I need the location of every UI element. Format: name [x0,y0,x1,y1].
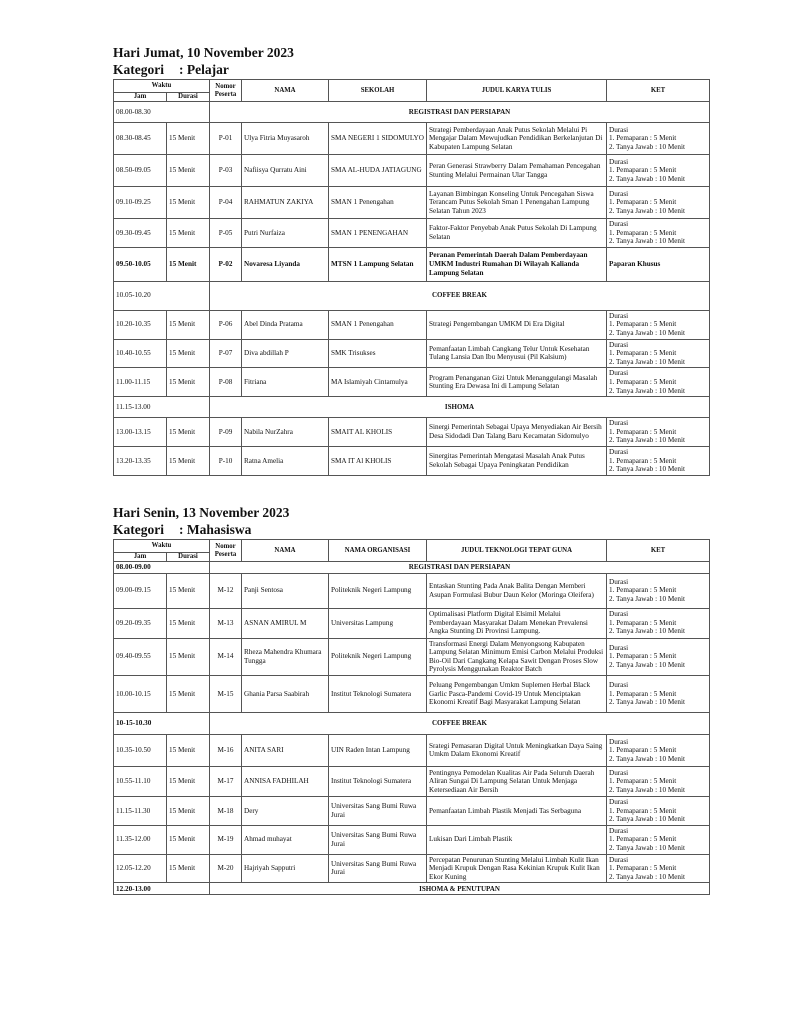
band-row [114,712,710,734]
note-cell [607,446,710,475]
schedule-table [113,79,710,476]
duration-cell: 15 Menit [167,796,210,825]
category-heading [113,521,709,538]
note-line: Durasi [609,189,629,198]
organization-name: SMA NEGERI 1 SIDOMULYO [329,123,427,155]
note-line: 2. Tanya Jawab : 10 Menit [609,142,686,151]
category-label: Kategori [113,522,164,537]
note-cell [607,123,710,155]
paper-title: Faktor-Faktor Penyebab Anak Putus Sekolah Di Lampung Selatan [427,219,607,248]
participant-number: M-17 [210,766,242,796]
paper-title: Pemanfaatan Limbah Plastik Menjadi Tas Serbaguna [427,796,607,825]
note-line: 1. Pemaparan : 5 Menit [609,864,677,873]
note-line: Durasi [609,768,629,777]
note-line: 2. Tanya Jawab : 10 Menit [609,436,686,445]
time-cell: 10.00-10.15 [114,675,167,712]
participant-number: M-13 [210,608,242,638]
note-line: 1. Pemaparan : 5 Menit [609,134,677,143]
note-line: 1. Pemaparan : 5 Menit [609,777,677,786]
header-nama: NAMA [242,540,329,562]
organization-name: SMAN 1 Penengahan [329,187,427,219]
band-label: REGISTRASI DAN PERSIAPAN [210,102,710,123]
duration-cell: 15 Menit [167,418,210,447]
organization-name: SMK Trisukses [329,339,427,368]
note-line: 2. Tanya Jawab : 10 Menit [609,357,686,366]
note-line: Durasi [609,737,629,746]
time-cell: 08.00-09.00 [114,562,210,574]
participant-number: M-12 [210,573,242,608]
note-line: Durasi [609,577,629,586]
paper-title: Program Penanganan Gizi Untuk Menanggulangi Masalah Stunting Era Dewasa Ini di Lampung Selatan [427,368,607,397]
participant-name: Novaresa Liyanda [242,247,329,281]
note-line: 2. Tanya Jawab : 10 Menit [609,174,686,183]
duration-cell: 15 Menit [167,310,210,339]
note-line: 1. Pemaparan : 5 Menit [609,320,677,329]
participant-name: Rheza Mahendra Khumara Tungga [242,638,329,675]
note-line: 2. Tanya Jawab : 10 Menit [609,328,686,337]
duration-cell: 15 Menit [167,854,210,883]
time-cell: 10.55-11.10 [114,766,167,796]
participant-name: Nabila NurZahra [242,418,329,447]
participant-number: M-15 [210,675,242,712]
note-line: Durasi [609,610,629,619]
note-line: 1. Pemaparan : 5 Menit [609,377,677,386]
band-row [114,397,710,418]
time-cell: 10-15-10.30 [114,712,210,734]
participant-name: Putri Nurfaiza [242,219,329,248]
note-line: 2. Tanya Jawab : 10 Menit [609,386,686,395]
paper-title: Strategi Pemberdayaan Anak Putus Sekolah Melalui Pi Mengajar Dalam Mewujudkan Pendidikan Berkelanjutan Di Kabupaten Lampung Selatan [427,123,607,155]
band-row [114,281,710,310]
note-line: 2. Tanya Jawab : 10 Menit [609,754,686,763]
band-label: ISHOMA & PENUTUPAN [210,883,710,895]
note-line: 2. Tanya Jawab : 10 Menit [609,872,686,881]
participant-name: Ulya Fitria Muyasaroh [242,123,329,155]
table-row [114,796,710,825]
paper-title: Peran Generasi Strawberry Dalam Pemahaman Pencegahan Stunting Melalui Permainan Ular Tangga [427,155,607,187]
participant-name: ANITA SARI [242,734,329,766]
table-row [114,766,710,796]
table-row [114,123,710,155]
note-line: 2. Tanya Jawab : 10 Menit [609,627,686,636]
organization-name: Universitas Sang Bumi Ruwa Jurai [329,854,427,883]
header-ket: KET [607,540,710,562]
participant-number: P-07 [210,339,242,368]
note-cell [607,608,710,638]
organization-name: SMAN 1 PENENGAHAN [329,219,427,248]
duration-cell: 15 Menit [167,155,210,187]
note-line: 1. Pemaparan : 5 Menit [609,835,677,844]
organization-name: MTSN 1 Lampung Selatan [329,247,427,281]
duration-cell: 15 Menit [167,368,210,397]
band-label: ISHOMA [210,397,710,418]
paper-title: Percepatan Penurunan Stunting Melalui Limbah Kulit Ikan Menjadi Krupuk Dengan Rasa Kekinian Krupuk Kulit Ikan Ekor Kuning [427,854,607,883]
organization-name: Politeknik Negeri Lampung [329,573,427,608]
band-row [114,562,710,574]
participant-number: M-14 [210,638,242,675]
time-cell: 09.50-10.05 [114,247,167,281]
note-cell [607,854,710,883]
duration-cell: 15 Menit [167,573,210,608]
schedule-section-pelajar [113,44,709,476]
note-line: 1. Pemaparan : 5 Menit [609,427,677,436]
duration-cell: 15 Menit [167,446,210,475]
participant-number: M-19 [210,825,242,854]
note-line: Durasi [609,125,629,134]
participant-name: Diva abdillah P [242,339,329,368]
table-row [114,339,710,368]
participant-number: P-08 [210,368,242,397]
participant-name: Hajriyah Sapputri [242,854,329,883]
time-cell: 09.40-09.55 [114,638,167,675]
note-cell [607,766,710,796]
table-row [114,854,710,883]
organization-name: SMAN 1 Penengahan [329,310,427,339]
paper-title: Peranan Pemerintah Daerah Dalam Pemberdayaan UMKM Industri Rumahan Di Wilayah Kalianda Lampung Selatan [427,247,607,281]
note-line: 1. Pemaparan : 5 Menit [609,228,677,237]
table-row [114,573,710,608]
time-cell: 11.00-11.15 [114,368,167,397]
duration-cell: 15 Menit [167,219,210,248]
time-cell: 09.10-09.25 [114,187,167,219]
table-row [114,608,710,638]
note-cell [607,734,710,766]
band-label: COFFEE BREAK [210,712,710,734]
note-line: Durasi [609,369,629,378]
table-row [114,187,710,219]
note-line: 2. Tanya Jawab : 10 Menit [609,237,686,246]
duration-cell: 15 Menit [167,734,210,766]
organization-name: Universitas Sang Bumi Ruwa Jurai [329,825,427,854]
note-cell [607,796,710,825]
note-cell [607,573,710,608]
note-cell [607,187,710,219]
table-row [114,418,710,447]
note-line: Durasi [609,855,629,864]
header-ket: KET [607,80,710,102]
participant-name: RAHMATUN ZAKIYA [242,187,329,219]
note-line: 1. Pemaparan : 5 Menit [609,618,677,627]
organization-name: SMAIT AL KHOLIS [329,418,427,447]
participant-name: Abel Dinda Pratama [242,310,329,339]
note-line: 2. Tanya Jawab : 10 Menit [609,815,686,824]
duration-cell: 15 Menit [167,675,210,712]
organization-name: MA Islamiyah Cintamulya [329,368,427,397]
note-line: 1. Pemaparan : 5 Menit [609,746,677,755]
note-line: 1. Pemaparan : 5 Menit [609,198,677,207]
time-cell: 08.50-09.05 [114,155,167,187]
note-line: Durasi [609,643,629,652]
paper-title: Strategi Pengembangan UMKM Di Era Digital [427,310,607,339]
header-jam: Jam [114,93,167,102]
participant-number: M-20 [210,854,242,883]
note-cell [607,675,710,712]
time-cell: 09.00-09.15 [114,573,167,608]
table-row [114,310,710,339]
header-nomor: Nomor Peserta [210,540,242,562]
note-line: 2. Tanya Jawab : 10 Menit [609,465,686,474]
duration-cell: 15 Menit [167,825,210,854]
participant-name: Nafiisya Qurratu Aini [242,155,329,187]
band-row [114,102,710,123]
note-line: 1. Pemaparan : 5 Menit [609,806,677,815]
paper-title: Layanan Bimbingan Konseling Untuk Pencegahan Siswa Terancam Putus Sekolah Sman 1 Penengahan Lampung Selatan Tahun 2023 [427,187,607,219]
participant-number: P-01 [210,123,242,155]
participant-number: P-09 [210,418,242,447]
note-line: 2. Tanya Jawab : 10 Menit [609,785,686,794]
schedule-body [114,562,710,895]
organization-name: Politeknik Negeri Lampung [329,638,427,675]
time-cell: 12.05-12.20 [114,854,167,883]
note-line: 1. Pemaparan : 5 Menit [609,166,677,175]
header-judul: JUDUL KARYA TULIS [427,80,607,102]
paper-title: Srategi Pemasaran Digital Untuk Meningkatkan Daya Saing Umkm Dalam Ekonomi Kreatif [427,734,607,766]
note-line: 1. Pemaparan : 5 Menit [609,456,677,465]
participant-name: Ghania Parsa Saabirah [242,675,329,712]
schedule-table [113,539,710,895]
participant-number: P-05 [210,219,242,248]
organization-name: Universitas Sang Bumi Ruwa Jurai [329,796,427,825]
table-row [114,825,710,854]
paper-title: Transformasi Energi Dalam Menyongsong Kabupaten Lampung Selatan Minimum Emisi Carbon Melalui Produksi Bio-Oil Dari Cangkang Kelapa Sawit Dengan Proses Slow Pyrolysis Menggunakan Reaktor Batch [427,638,607,675]
paper-title: Pemanfaatan Limbah Cangkang Telur Untuk Kesehatan Tulang Lansia Dan Ibu Menyusui (Pil Kalsium) [427,339,607,368]
header-judul: JUDUL TEKNOLOGI TEPAT GUNA [427,540,607,562]
time-cell: 11.15-11.30 [114,796,167,825]
organization-name: SMA AL-HUDA JATIAGUNG [329,155,427,187]
time-cell: 13.20-13.35 [114,446,167,475]
note-cell [607,825,710,854]
note-line: Durasi [609,311,629,320]
category-value: : Pelajar [179,62,229,77]
participant-number: P-02 [210,247,242,281]
schedule-section-mahasiswa [113,504,709,895]
table-row [114,219,710,248]
note-line: Durasi [609,340,629,349]
day-heading: Hari Jumat, 10 November 2023 [113,45,294,60]
note-cell [607,310,710,339]
note-line: 2. Tanya Jawab : 10 Menit [609,661,686,670]
table-row [114,247,710,281]
header-nomor: Nomor Peserta [210,80,242,102]
note-cell [607,155,710,187]
time-cell: 10.40-10.55 [114,339,167,368]
day-heading: Hari Senin, 13 November 2023 [113,505,290,520]
category-label: Kategori [113,62,164,77]
paper-title: Optimalisasi Platform Digital Elsimil Melalui Pemberdayaan Masyarakat Dalam Menekan Prevalensi Angka Stunting Di Provinsi Lampung. [427,608,607,638]
header-nama: NAMA [242,80,329,102]
category-heading [113,61,709,78]
paper-title: Sinergi Pemerintah Sebagai Upaya Menyediakan Air Bersih Desa Sidodadi Dan Talang Baru Kecamatan Sidomulyo [427,418,607,447]
duration-cell: 15 Menit [167,247,210,281]
organization-name: UIN Raden Intan Lampung [329,734,427,766]
participant-number: P-06 [210,310,242,339]
note-line: 1. Pemaparan : 5 Menit [609,586,677,595]
table-row [114,368,710,397]
note-cell [607,339,710,368]
time-cell: 10.20-10.35 [114,310,167,339]
header-durasi: Durasi [167,553,210,562]
time-cell: 10.35-10.50 [114,734,167,766]
time-cell: 11.35-12.00 [114,825,167,854]
band-label: REGISTRASI DAN PERSIAPAN [210,562,710,574]
note-line: 1. Pemaparan : 5 Menit [609,689,677,698]
duration-cell: 15 Menit [167,766,210,796]
paper-title: Pentingnya Pemodelan Kualitas Air Pada Seluruh Daerah Aliran Sungai Di Lampung Selatan Untuk Menjaga Ketersediaan Air Bersih [427,766,607,796]
header-waktu: Waktu [114,80,210,93]
note-line: 2. Tanya Jawab : 10 Menit [609,698,686,707]
participant-number: P-10 [210,446,242,475]
note-line: Durasi [609,681,629,690]
note-line: Durasi [609,220,629,228]
participant-name: Ratna Amelia [242,446,329,475]
participant-name: Panji Sentosa [242,573,329,608]
note-line: Durasi [609,797,629,806]
paper-title: Peluang Pengembangan Umkm Suplemen Herbal Black Garlic Pasca-Pandemi Covid-19 Untuk Menciptakan Ekonomi Kreatif Bagi Masyarakat Lampung Selatan [427,675,607,712]
category-value: : Mahasiswa [179,522,252,537]
time-cell: 10.05-10.20 [114,281,210,310]
organization-name: Universitas Lampung [329,608,427,638]
time-cell: 13.00-13.15 [114,418,167,447]
header-durasi: Durasi [167,93,210,102]
participant-name: Ahmad muhayat [242,825,329,854]
participant-name: ASNAN AMIRUL M [242,608,329,638]
table-row [114,734,710,766]
header-waktu: Waktu [114,540,210,553]
note-line: 2. Tanya Jawab : 10 Menit [609,594,686,603]
note-cell [607,638,710,675]
note-cell [607,247,710,281]
time-cell: 11.15-13.00 [114,397,210,418]
organization-name: Institut Teknologi Sumatera [329,766,427,796]
table-row [114,638,710,675]
participant-name: Dery [242,796,329,825]
table-row [114,675,710,712]
duration-cell: 15 Menit [167,187,210,219]
time-cell: 09.20-09.35 [114,608,167,638]
paper-title: Entaskan Stunting Pada Anak Balita Dengan Memberi Asupan Formulasi Bubur Daun Kelor (Moringa Oleifera) [427,573,607,608]
duration-cell: 15 Menit [167,608,210,638]
duration-cell: 15 Menit [167,638,210,675]
participant-number: M-18 [210,796,242,825]
note-line: Durasi [609,157,629,166]
note-line: 2. Tanya Jawab : 10 Menit [609,843,686,852]
note-line: Durasi [609,826,629,835]
participant-name: Fitriana [242,368,329,397]
paper-title: Lukisan Dari Limbah Plastik [427,825,607,854]
note-cell [607,368,710,397]
table-row [114,155,710,187]
duration-cell: 15 Menit [167,123,210,155]
schedule-body [114,102,710,476]
time-cell: 12.20-13.00 [114,883,210,895]
note-cell [607,418,710,447]
participant-number: M-16 [210,734,242,766]
header-jam: Jam [114,553,167,562]
band-label: COFFEE BREAK [210,281,710,310]
organization-name: SMA IT Al KHOLIS [329,446,427,475]
note-line: 1. Pemaparan : 5 Menit [609,652,677,661]
band-row [114,883,710,895]
header-sekolah: SEKOLAH [329,80,427,102]
participant-number: P-03 [210,155,242,187]
time-cell: 08.00-08.30 [114,102,210,123]
note-cell [607,219,710,248]
table-row [114,446,710,475]
note-line: 2. Tanya Jawab : 10 Menit [609,206,686,215]
duration-cell: 15 Menit [167,339,210,368]
note-line: 1. Pemaparan : 5 Menit [609,349,677,358]
header-organisasi: NAMA ORGANISASI [329,540,427,562]
note-line: Durasi [609,447,629,456]
paper-title: Sinergitas Pemerintah Mengatasi Masalah Anak Putus Sekolah Sebagai Upaya Peningkatan Pendidikan [427,446,607,475]
time-cell: 08.30-08.45 [114,123,167,155]
participant-number: P-04 [210,187,242,219]
time-cell: 09.30-09.45 [114,219,167,248]
note-line: Paparan Khusus [609,259,661,268]
note-line: Durasi [609,419,629,428]
participant-name: ANNISA FADHILAH [242,766,329,796]
organization-name: Institut Teknologi Sumatera [329,675,427,712]
